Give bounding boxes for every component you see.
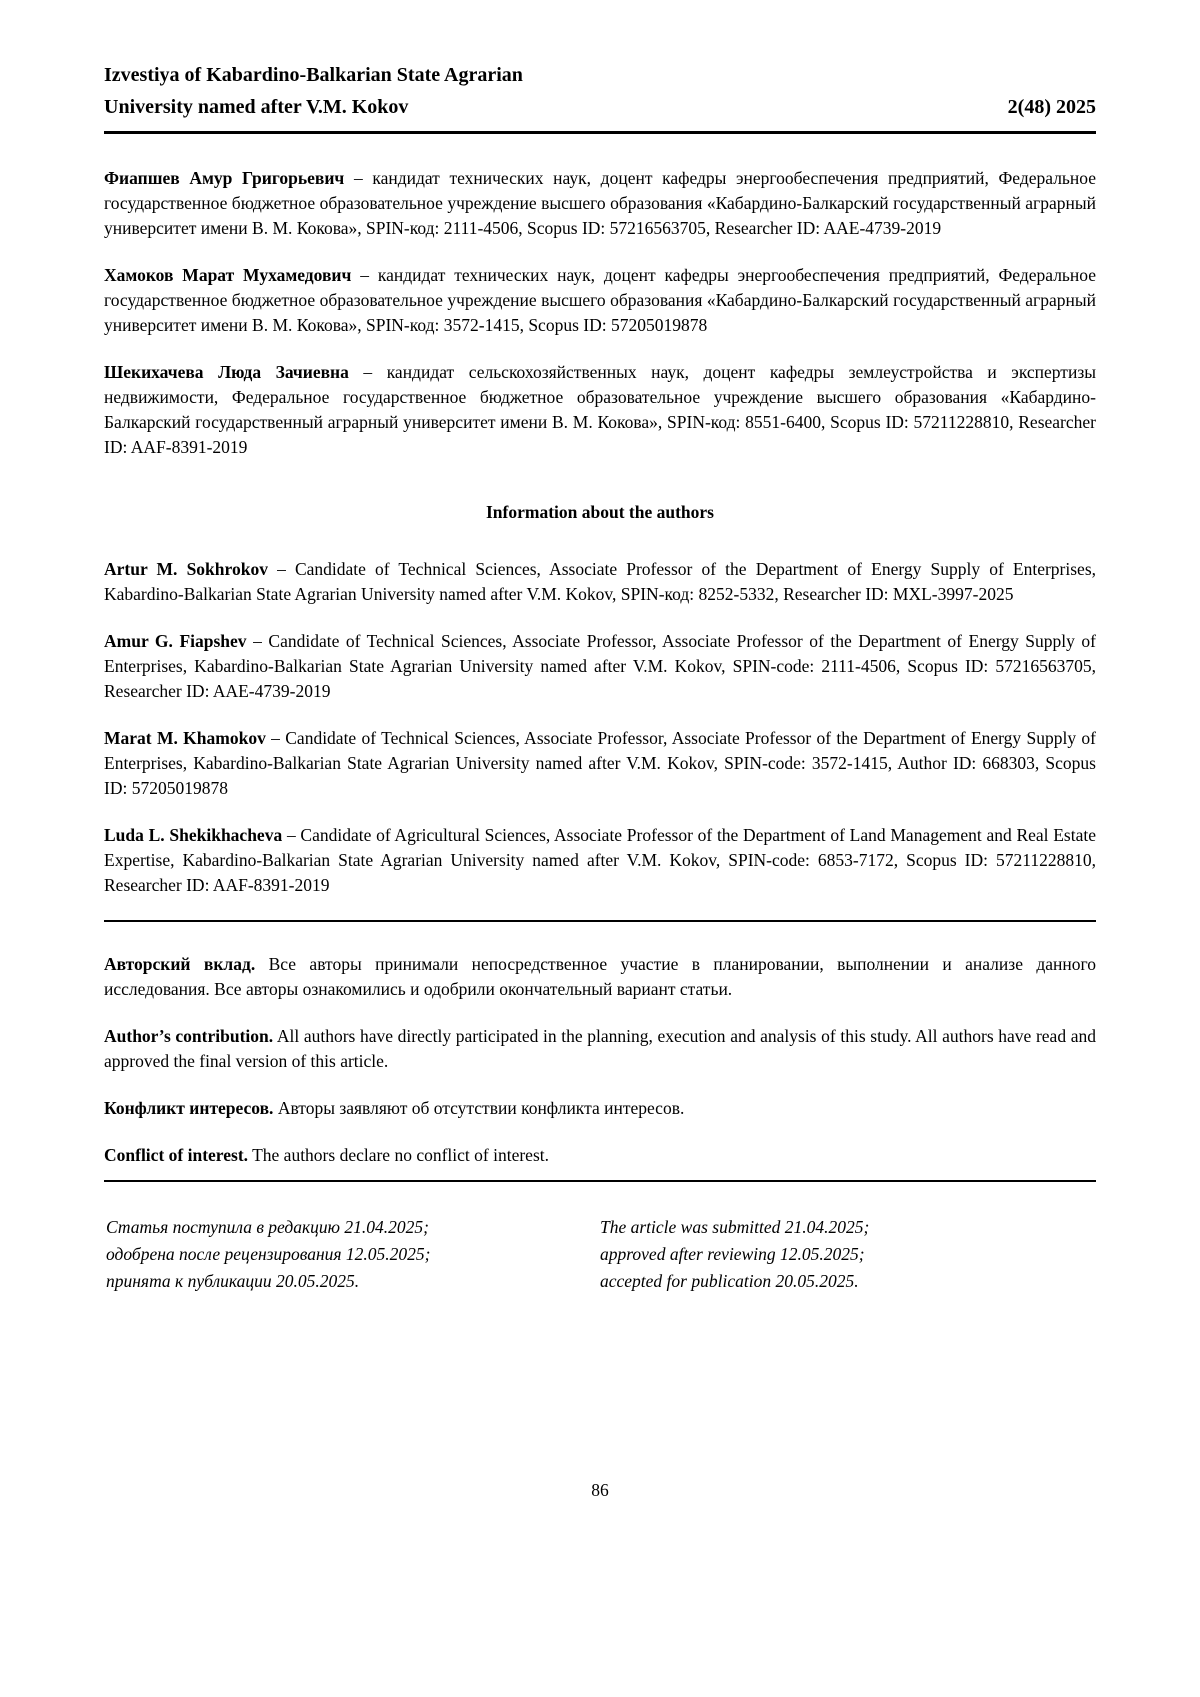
author-details: – Candidate of Agricultural Sciences, Associate Professor of the Department of Land Management and Real Estate Expertise, Kabardino-Balkarian State Agrarian University named after V.M. Kokov, SPIN-code: 6853-7172, Scopus ID: 57211228810, Researcher ID: AAF-8391-2019 xyxy=(104,825,1097,895)
author-bio-ru-3 xyxy=(104,360,1096,460)
issue-number: 2(48) 2025 xyxy=(1007,96,1096,118)
page-number: 86 xyxy=(591,1480,609,1500)
note-conflict-of-interest-ru xyxy=(104,1096,1096,1121)
section-divider xyxy=(104,920,1096,922)
journal-title-line2-row xyxy=(104,92,1096,122)
approved-date-ru: одобрена после рецензирования 12.05.2025; xyxy=(106,1244,431,1264)
submitted-date-ru: Статья поступила в редакцию 21.04.2025; xyxy=(106,1217,429,1237)
author-details: – кандидат технических наук, доцент кафедры энергообеспечения предприятий, Федеральное государственное бюджетное образовательное учреждение высшего образования «Кабардино-Балкарский государственный аграрный университет имени В. М. Кокова», SPIN-код: 2111-4506, Scopus ID: 57216563705, Researcher ID: AAE-4739-2019 xyxy=(104,168,1096,238)
approved-date-en: approved after reviewing 12.05.2025; xyxy=(600,1244,865,1264)
contribution-notes xyxy=(104,952,1096,1168)
note-text: Все авторы принимали непосредственное участие в планировании, выполнении и анализе данного исследования. Все авторы ознакомились и одобрили окончательный вариант статьи. xyxy=(104,954,1096,999)
journal-title-line1: Izvestiya of Kabardino-Balkarian State Agrarian xyxy=(104,64,523,86)
author-bio-ru-1 xyxy=(104,166,1096,241)
submission-dates xyxy=(104,1214,1096,1295)
author-bio-en-1 xyxy=(104,557,1096,607)
author-name: Artur M. Sokhrokov xyxy=(104,559,268,579)
author-name: Amur G. Fiapshev xyxy=(104,631,247,651)
author-bio-en-4 xyxy=(104,823,1096,898)
author-details: – кандидат сельскохозяйственных наук, доцент кафедры землеустройства и экспертизы недвижимости, Федеральное государственное бюджетное образовательное учреждение высшего образования «Кабардино-Балкарский государственный аграрный университет имени В. М. Кокова», SPIN-код: 8551-6400, Scopus ID: 57211228810, Researcher ID: AAF-8391-2019 xyxy=(104,362,1096,457)
dates-divider xyxy=(104,1180,1096,1182)
author-name: Хамоков Марат Мухамедович xyxy=(104,265,352,285)
note-conflict-of-interest-en xyxy=(104,1143,1096,1168)
note-author-contribution-ru xyxy=(104,952,1096,1002)
author-bio-en-2 xyxy=(104,629,1096,704)
note-text: Авторы заявляют об отсутствии конфликта интересов. xyxy=(277,1098,685,1118)
author-details: – Candidate of Technical Sciences, Associate Professor, Associate Professor of the Department of Energy Supply of Enterprises, Kabardino-Balkarian State Agrarian University named after V.M. Kokov, SPIN-code: 3572-1415, Author ID: 668303, Scopus ID: 57205019878 xyxy=(104,728,1097,798)
note-label: Conflict of interest. xyxy=(104,1145,249,1165)
page-body xyxy=(104,166,1096,1295)
author-name: Marat M. Khamokov xyxy=(104,728,266,748)
author-bio-ru-2 xyxy=(104,263,1096,338)
journal-title-line2: University named after V.M. Kokov xyxy=(104,96,409,118)
author-details: – кандидат технических наук, доцент кафедры энергообеспечения предприятий, Федеральное государственное бюджетное образовательное учреждение высшего образования «Кабардино-Балкарский государственный аграрный университет имени В. М. Кокова», SPIN-код: 3572-1415, Scopus ID: 57205019878 xyxy=(104,265,1097,335)
note-label: Авторский вклад. xyxy=(104,954,256,974)
author-name: Luda L. Shekikhacheva xyxy=(104,825,283,845)
author-bio-en-3 xyxy=(104,726,1096,801)
submission-dates-en xyxy=(600,1214,1096,1295)
note-text: The authors declare no conflict of interest. xyxy=(252,1145,549,1165)
submitted-date-en: The article was submitted 21.04.2025; xyxy=(600,1217,870,1237)
accepted-date-en: accepted for publication 20.05.2025. xyxy=(600,1271,859,1291)
note-author-contribution-en xyxy=(104,1024,1096,1074)
note-text: All authors have directly participated in the planning, execution and analysis of this study. All authors have read and approved the final version of this article. xyxy=(104,1026,1096,1071)
section-heading: Information about the authors xyxy=(485,502,714,522)
author-details: – Candidate of Technical Sciences, Associate Professor, Associate Professor of the Department of Energy Supply of Enterprises, Kabardino-Balkarian State Agrarian University named after V.M. Kokov, SPIN-code: 2111-4506, Scopus ID: 57216563705, Researcher ID: AAE-4739-2019 xyxy=(104,631,1097,701)
note-label: Author’s contribution. xyxy=(104,1026,274,1046)
accepted-date-ru: принята к публикации 20.05.2025. xyxy=(106,1271,360,1291)
author-name: Фиапшев Амур Григорьевич xyxy=(104,168,345,188)
journal-header xyxy=(104,60,1096,134)
note-label: Конфликт интересов. xyxy=(104,1098,274,1118)
header-divider xyxy=(104,131,1096,134)
author-details: – Candidate of Technical Sciences, Associate Professor of the Department of Energy Supply of Enterprises, Kabardino-Balkarian State Agrarian University named after V.M. Kokov, SPIN-код: 8252-5332, Researcher ID: MXL-3997-2025 xyxy=(104,559,1097,604)
author-name: Шекихачева Люда Зачиевна xyxy=(104,362,349,382)
submission-dates-ru xyxy=(104,1214,600,1295)
